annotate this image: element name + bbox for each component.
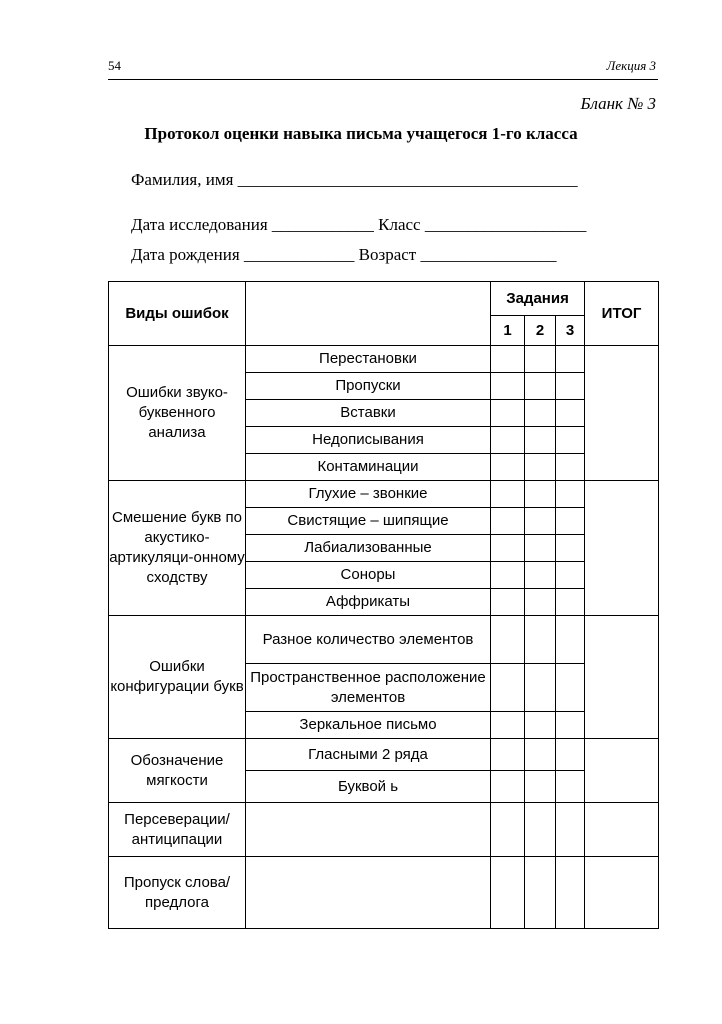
error-group: Ошибки звуко-буквенного анализа [109,346,246,481]
error-subtype: Аффрикаты [246,589,491,616]
score-cell[interactable] [556,400,585,427]
total-cell[interactable] [585,803,659,857]
score-cell[interactable] [556,771,585,803]
name-field: Фамилия, имя ________________________________________ [131,170,578,189]
error-subtype: Разное количество элементов [246,616,491,664]
score-cell[interactable] [556,589,585,616]
lecture-label: Лекция 3 [606,58,656,73]
score-cell[interactable] [525,427,556,454]
score-cell[interactable] [556,664,585,712]
score-cell[interactable] [525,589,556,616]
score-cell[interactable] [525,562,556,589]
error-subtype: Пространственное расположение элементов [246,664,491,712]
score-cell[interactable] [556,508,585,535]
task-number: 3 [556,316,585,346]
score-cell[interactable] [556,857,585,929]
error-group: Ошибки конфигурации букв [109,616,246,739]
score-cell[interactable] [525,616,556,664]
task-number: 1 [491,316,525,346]
score-cell[interactable] [556,616,585,664]
score-cell[interactable] [491,427,525,454]
score-cell[interactable] [491,712,525,739]
error-subtype: Гласными 2 ряда [246,739,491,771]
score-cell[interactable] [525,535,556,562]
error-subtype: Лабиализованные [246,535,491,562]
document-title: Протокол оценки навыка письма учащегося 1-го класса [144,124,578,143]
error-subtype: Глухие – звонкие [246,481,491,508]
error-group: Пропуск слова/ предлога [109,857,246,929]
score-cell[interactable] [491,481,525,508]
score-cell[interactable] [525,400,556,427]
score-cell[interactable] [525,771,556,803]
score-cell[interactable] [491,373,525,400]
score-cell[interactable] [491,616,525,664]
score-cell[interactable] [491,589,525,616]
score-cell[interactable] [491,857,525,929]
date-class-field: Дата исследования ____________ Класс ___________________ [131,215,587,234]
header-divider [108,79,658,80]
score-cell[interactable] [491,400,525,427]
error-subtype: Соноры [246,562,491,589]
score-cell[interactable] [556,562,585,589]
assessment-table [108,281,659,929]
column-header-blank [246,282,491,346]
error-subtype: Недописывания [246,427,491,454]
score-cell[interactable] [491,454,525,481]
column-header-error-types: Виды ошибок [109,282,246,346]
total-cell[interactable] [585,481,659,616]
score-cell[interactable] [556,803,585,857]
score-cell[interactable] [525,454,556,481]
error-group: Смешение букв по акустико-артикуляци-онному сходству [109,481,246,616]
score-cell[interactable] [556,454,585,481]
score-cell[interactable] [556,373,585,400]
score-cell[interactable] [556,712,585,739]
birth-age-field: Дата рождения _____________ Возраст ________________ [131,245,557,264]
score-cell[interactable] [491,739,525,771]
error-subtype-empty[interactable] [246,803,491,857]
error-subtype: Контаминации [246,454,491,481]
score-cell[interactable] [525,803,556,857]
task-number: 2 [525,316,556,346]
column-header-total: ИТОГ [585,282,659,346]
score-cell[interactable] [525,857,556,929]
error-subtype-empty[interactable] [246,857,491,929]
score-cell[interactable] [525,346,556,373]
score-cell[interactable] [525,664,556,712]
form-number: Бланк № 3 [580,94,656,113]
score-cell[interactable] [491,562,525,589]
score-cell[interactable] [491,664,525,712]
total-cell[interactable] [585,857,659,929]
error-subtype: Пропуски [246,373,491,400]
score-cell[interactable] [556,739,585,771]
score-cell[interactable] [556,481,585,508]
score-cell[interactable] [491,803,525,857]
error-group: Персеверации/ антиципации [109,803,246,857]
score-cell[interactable] [525,712,556,739]
error-group: Обозначение мягкости [109,739,246,803]
score-cell[interactable] [491,508,525,535]
total-cell[interactable] [585,616,659,739]
score-cell[interactable] [491,535,525,562]
error-subtype: Зеркальное письмо [246,712,491,739]
score-cell[interactable] [525,508,556,535]
error-subtype: Свистящие – шипящие [246,508,491,535]
score-cell[interactable] [556,346,585,373]
error-subtype: Перестановки [246,346,491,373]
score-cell[interactable] [556,535,585,562]
score-cell[interactable] [525,739,556,771]
score-cell[interactable] [491,346,525,373]
error-subtype: Буквой ь [246,771,491,803]
error-subtype: Вставки [246,400,491,427]
score-cell[interactable] [525,373,556,400]
total-cell[interactable] [585,346,659,481]
score-cell[interactable] [556,427,585,454]
page-number: 54 [108,58,121,73]
column-header-tasks: Задания [491,282,585,316]
total-cell[interactable] [585,739,659,803]
score-cell[interactable] [525,481,556,508]
score-cell[interactable] [491,771,525,803]
